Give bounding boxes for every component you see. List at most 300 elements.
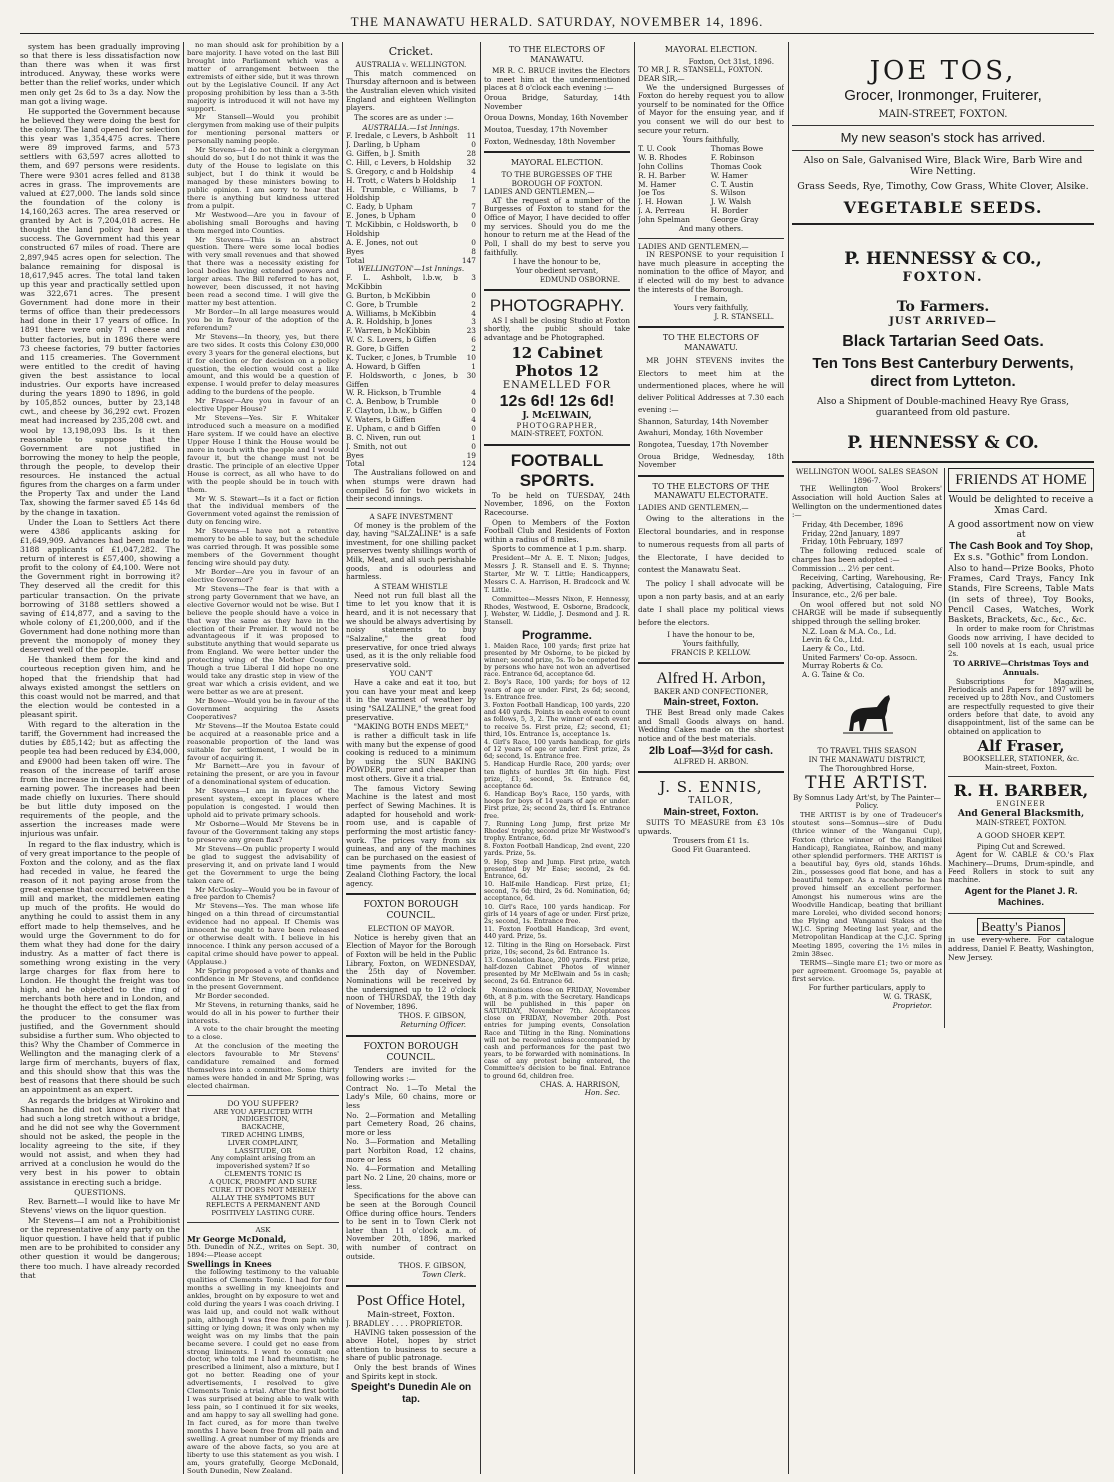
meeting-place: Foxton, Wednesday, 18th November	[484, 136, 616, 146]
column-rule	[183, 42, 184, 1474]
programme-item: 11. Foxton Football Handicap, 3rd event, 440 yard. Prize, 5s.	[484, 925, 630, 941]
divider	[948, 913, 1094, 914]
hotel-body2: Only the best brands of Wines and Spirits kept in stock.	[346, 1363, 476, 1381]
testimonial-name: Mr George McDonald,	[187, 1233, 287, 1244]
sale-date: Friday, 4th December, 1896	[802, 519, 904, 529]
article-paragraph: Mr Fraser—Are you in favour of an elective Upper House?	[187, 397, 339, 414]
runs-value: 0	[471, 406, 476, 416]
runs-value: 6	[471, 335, 476, 345]
steam-whistle-heading: A STEAM WHISTLE	[374, 582, 448, 592]
player-entry: J. Darling, b Upham	[346, 140, 421, 150]
artist-role: Proprietor.	[892, 1000, 932, 1010]
safe-investment-heading: A SAFE INVESTMENT	[369, 511, 453, 521]
newspaper-header: THE MANAWATU HERALD. SATURDAY, NOVEMBER 14, 1896.	[350, 14, 764, 29]
article-paragraph: Mr Stevens—Yes. The man whose life hinged on a thin thread of circumstantial evidence had no appeal. If Chemis was innocent he ought to have been released or otherwise dealt with. I believe in his innocence. I think any person accused of a capital crime should have power to appeal. (Applause.)	[187, 902, 339, 966]
tonic-ad-line: ALLAY THE SYMPTOMS BUT	[211, 1193, 315, 1202]
sale-date: Friday, 10th February, 1897	[802, 537, 904, 547]
barber-shoer: A GOOD SHOER KEPT.	[976, 830, 1066, 840]
hotel-proprietor: J. BRADLEY . . . . PROPRIETOR.	[346, 1318, 463, 1328]
photographer-name: J. McELWAIN,	[522, 410, 592, 421]
barber-address: MAIN-STREET, FOXTON.	[975, 819, 1067, 828]
barber-piping: Piping Cut and Screwed.	[976, 842, 1066, 851]
football-intro: To be held on TUESDAY, 24th November, 1896, on the Foxton Racecourse.	[484, 490, 630, 517]
arbon-address: Main-street, Foxton.	[663, 697, 759, 708]
arbon-signature: ALFRED H. ARBON.	[673, 756, 749, 766]
tonic-ad-line: ARE YOU AFFLICTED WITH	[213, 1107, 313, 1116]
wellington-innings-heading: WELLINGTON'—1st Innings.	[357, 264, 465, 274]
article-paragraph: Mr Barnett—Are you in favour of retaining the present, or are you in favour of a denominational system of education.	[187, 762, 339, 787]
tender-items	[346, 1085, 476, 1192]
programme-item: 13. Consolation Race, 200 yards. First prize, half-dozen Cabinet Photos of winner presented by Mr McElwain and 5s in cash; second, 2s 6d. Entrance 6d.	[484, 955, 630, 986]
arbon-heading: Alfred H. Arbon,	[656, 670, 766, 688]
article-paragraph: Mr Bowe—Would you be in favour of the Government acquiring the Assets Cooperatives?	[187, 696, 339, 721]
fraser-role: BOOKSELLER, STATIONER, &c.	[962, 755, 1080, 764]
article-paragraph: Mr Stevens—This is an abstract question. There were some local bodies with very small revenues and that showed that there was a necessity existing for local bodies having extended powers and larger areas. The Bill referred to has not, however, been discussed, it not having been read a second time. I will give the matter my best attention.	[187, 235, 339, 307]
cabinet-photos: 12 Cabinet Photos 12	[511, 343, 603, 380]
signatory-name: H. Border	[710, 206, 748, 216]
runs-value: 4	[471, 166, 476, 176]
mayoral-body: AT the request of a number of the Burgesses of Foxton to stand for the Office of Mayor, I have decided to offer my services. Should you do me the honour to return me at the Head of the Poll, I shall do my best to serve you faithfully.	[484, 195, 630, 257]
horse-illustration	[837, 683, 897, 743]
programme-item: 4. Girl's Race, 100 yards handicap, for girls of 12 years of age or under. First prize, 2s 6d; second, 1s. Entrance free.	[484, 737, 630, 761]
article-paragraph: Mr W. S. Stewart—Is it a fact or fiction that the individual members of the Government voted against the remission of duty on fencing wire.	[187, 494, 339, 527]
friends-order: In order to make room for Christmas Goods now arriving, I have decided to sell 100 novels at 1s each, usual price 2s.	[948, 625, 1094, 659]
ennis-trousers: Trousers from £1 1s.	[672, 836, 750, 846]
stevens-body: MR JOHN STEVENS invites the Electors to meet him at the undermentioned places, where he will deliver Political Addresses at 7.30 each evening :—	[638, 356, 784, 415]
scorecard-row	[346, 248, 476, 257]
requisition-many: And many others.	[678, 223, 744, 233]
ennis-fit: Good Fit Guaranteed.	[671, 845, 751, 855]
signatory-name: R. H. Barber	[638, 170, 686, 180]
requisition-close: Yours faithfully,	[682, 135, 740, 145]
vegetable-seeds: VEGETABLE SEEDS.	[843, 197, 1043, 217]
player-entry: A. R. Holdship, b Jones	[346, 317, 433, 327]
meeting-place: Shannon, Saturday, 14th November	[638, 416, 769, 426]
artist-apply: For further particulars, apply to	[808, 983, 926, 993]
requisition-body: We the undersigned Burgesses of Foxton do hereby request you to allow yourself to be nominated for the Office of Mayor for the ensuing year, and if you consent we will do our best to secure your return.	[638, 82, 784, 135]
hotel-body: HAVING taken possession of the above Hotel, hopes by strict attention to business to secure a share of public patronage.	[346, 1327, 476, 1363]
article-paragraph: Mr Stevens, in returning thanks, said he would do all in his power to further their interests.	[187, 1000, 339, 1025]
you-cant-heading: YOU CAN'T	[389, 669, 433, 679]
tonic-ad-line: POSITIVELY LASTING CURE.	[211, 1209, 315, 1218]
broker-firm: Laery & Co., Ltd.	[802, 643, 865, 653]
response-body: IN RESPONSE to your requisition I have much pleasure in accepting the nomination to the office of Mayor, and if elected will do my best to advance the interests of the Borough.	[638, 250, 784, 294]
broker-firm: N.Z. Loan & M.A. Co., Ld.	[802, 626, 897, 636]
total-value: 124	[461, 459, 476, 469]
player-entry: C. Eady, b Upham	[346, 202, 413, 212]
cricket-scores-intro: The scores are as under :—	[354, 113, 454, 123]
photography-body: AS I shall be closing Studio at Foxton shortly, the public should take advantage and be Photographed.	[484, 315, 630, 342]
artist-breeding: By Somnus Lady Art'st, by The Painter—Policy.	[793, 792, 941, 811]
football-heading: FOOTBALL SPORTS.	[510, 450, 604, 491]
tos-heading: JOE TOS,	[869, 56, 1017, 86]
friends-shop: The Cash Book and Toy Shop,	[949, 541, 1093, 553]
programme-item: 7. Running Long Jump, first prize Mr Rhodes' trophy, second prize Mr Westwood's trophy. Entrance, 6d.	[484, 819, 630, 843]
programme-item: 6. Handicap Boy's Race, 150 yards, with hoops for boys of 14 years of age or under. First prize, 2s; second 2s, third 1s. Entrance free.	[484, 790, 630, 820]
runs-value: 4	[471, 388, 476, 398]
questions-heading: QUESTIONS.	[74, 1187, 126, 1197]
runs-value: 0	[471, 220, 476, 230]
hennessy-oats: Black Tartarian Seed Oats.	[842, 332, 1044, 350]
barber-and: And General Blacksmith,	[957, 808, 1085, 819]
arbon-role: BAKER AND CONFECTIONER,	[653, 687, 769, 697]
divider	[638, 771, 784, 773]
article-paragraph: Mr Stevens—I am in favour of the present system, except in places where population is congested. I would then uphold aid to private primary schools.	[187, 787, 339, 820]
player-entry: C. A. Benbow, b Trumble	[346, 397, 439, 407]
testimonial-address: 5th. Dunedin of N.Z., writes on Sept. 30, 1894:—Please accept	[187, 1243, 339, 1259]
signatory-name: Joe Tos	[638, 188, 665, 198]
wool-firms	[792, 628, 942, 680]
victory-machine-body: The famous Victory Sewing Machine is the latest and most perfect of Sewing Machines. It is adapted for household and work-room use, and is capable of performing the most artistic fancy-work. The prices vary from six guineas, and any of the machines can be purchased on the easiest of time payments from the New Zealand Clothing Factory, the local agency.	[346, 783, 476, 888]
beatty-heading: Beatty's Pianos	[977, 918, 1064, 936]
wool-nosale: On wool offered but not sold NO CHARGE will be made if subsequently shipped through the selling broker.	[792, 599, 942, 626]
runs-value: 23	[466, 326, 476, 336]
divider	[792, 150, 1094, 151]
runs-value: 0	[471, 290, 476, 300]
stevens-places	[638, 418, 784, 470]
total-label: Total	[346, 255, 365, 265]
tonic-ad-lines	[187, 1109, 339, 1218]
divider	[792, 461, 1094, 463]
kellow-heading: TO THE ELECTORS OF THE MANAWATU ELECTORATE.	[652, 481, 770, 501]
article-paragraph: system has been gradually improving so that there is less dissatisfaction now than there was when it was first introduced. Anyway, these works were better than the relief works, under which men only get 2s 6d to 3s a day. Now the man got a living wage.	[20, 42, 180, 106]
column-cricket	[346, 42, 476, 1474]
column-questions	[187, 42, 339, 1474]
player-entry: C. Gore, b Trumble	[346, 299, 418, 309]
steam-whistle-body: Need not run full blast all the time to let you know that it is heard, and it is not necessary that we should be always advertising by noisy statements to buy "Salzaline," the great food preservative, for once tried always used, as it is the only reliable food preservative sold.	[346, 590, 476, 669]
broker-firm: Murray Roberts & Co.	[802, 661, 884, 671]
tonic-ad-line: A QUICK, PROMPT AND SURE	[208, 1177, 318, 1186]
column-rule	[480, 42, 481, 1474]
player-entry: E. Upham, c and b Giffen	[346, 423, 441, 433]
scorecard-row	[346, 186, 476, 204]
wool-dates	[792, 521, 942, 547]
article-paragraph: As regards the bridges at Wirokino and Shannon he did not know a river that had such a long stretch without a bridge, and he did not see why the Government should not be asked, the people in the locality agreeing to the site, if they would not assist, and when they had arrived at a conclusion he would do the very best in his power to obtain assistance in erecting such a bridge.	[20, 1095, 180, 1187]
tender-signature: THOS. F. GIBSON,	[398, 1261, 466, 1271]
player-entry: B. C. Niven, run out	[346, 432, 421, 442]
column-speech-report	[20, 42, 180, 1474]
meeting-place: Oroua Bridge, Saturday, 14th November	[484, 93, 630, 111]
runs-value: 0	[471, 397, 476, 407]
article-paragraph: no man should ask for prohibition by a bare majority. I have voted on the last Bill brought into Parliament which was a matter of arrangement between the extremists of either side, but it was thrown out by the Legislative Council. If any Act proposing prohibition by less than a 3-5th majority is introduced it will not have my support.	[187, 42, 339, 113]
player-entry: H. Trott, c Waters b Holdship	[346, 175, 457, 185]
football-officials: President—Mr A. E. T. Nixon; Judges, Messrs J. R. Stansell and E. S. Thynne; Starter, Mr W. T. Little; Handicappers, Messrs C. A. Harrison, H. Bradcock and W. T. Little.	[484, 554, 630, 594]
australia-innings-heading: AUSTRALIA.—1st Innings.	[362, 122, 460, 132]
friends-arrive: TO ARRIVE—Christmas Toys and Annuals.	[953, 658, 1089, 677]
tonic-ad-line: TIRED ACHING LIMBS,	[221, 1131, 305, 1139]
enamelled-label: ENAMELLED FOR	[502, 379, 612, 391]
player-entry: S. Gregory, c and b Holdship	[346, 166, 454, 176]
player-entry: J. Smith, not out	[346, 441, 407, 451]
signatory-name: W. B. Rhodes	[638, 152, 687, 162]
friends-gothic: Ex s.s. "Gothic" from London.	[953, 553, 1089, 564]
kellow-yours: Yours faithfully,	[682, 638, 740, 648]
scorecard-row	[346, 452, 476, 461]
friends-subs: Subscriptions for Magazines, Periodicals and Papers for 1897 will be received up to 28th Nov., and Customers are respectfully requested to give their orders before that date, to avoid any disappointment, list of the same can be obtained on application to	[948, 677, 1094, 736]
mayoral-subheading: TO THE BURGESSES OF THE BOROUGH OF FOXTON.	[501, 169, 613, 188]
beatty-body: in use every-where. For catalogue address, Daniel F. Beatty, Washington, New Jersey.	[948, 935, 1094, 963]
artist-horse: The Thoroughbred Horse,	[819, 763, 915, 773]
council-signature: THOS. F. GIBSON,	[398, 1011, 466, 1021]
divider	[484, 444, 630, 446]
divider	[792, 223, 1094, 225]
article-paragraph: Mr Border—Are you in favour of an elective Governor?	[187, 567, 339, 584]
tender-item: No. 3—Formation and Metalling part Norbiton Road, 12 chains, more or less	[346, 1137, 476, 1164]
requisition-signatories	[638, 145, 784, 225]
australia-scorecard	[346, 132, 476, 256]
signatory-name: W. Hamer	[710, 170, 748, 180]
artist-heading: TO TRAVEL THIS SEASON	[817, 746, 917, 756]
player-entry: V. Waters, b Giffen	[346, 415, 416, 425]
cricket-outro: The Australians followed on and when stumps were drawn had compiled 56 for two wickets in their second innings.	[346, 468, 476, 504]
council-subheading: ELECTION OF MAYOR.	[367, 924, 455, 934]
football-role: Hon. Sec.	[584, 1088, 620, 1098]
article-paragraph: Mr Stevens—I have not a retentive memory to be able to say, but the schedule was carried through. It was possible some members of the Government thought fencing wire should pay duty.	[187, 527, 339, 567]
safe-investment-body: Of money is the problem of the day, having "SALZALINE" is a safe investment, for one shilling packet preserves twenty shillings worth of Milk, Meat, and all such perishable goods, and is odourless and harmless.	[346, 520, 476, 582]
player-entry: C. Hill, c Levers, b Holdship	[346, 157, 452, 167]
tonic-ad-line: REFLECTS A PERMANENT AND	[205, 1201, 321, 1210]
tonic-ad-title: DO YOU SUFFER?	[227, 1098, 299, 1108]
article-paragraph: Mr Stansell—Would you prohibit clergymen from making use of their pulpits for mentioning personal matters or personally naming people.	[187, 113, 339, 146]
arbon-body: THE Best Bread only made Cakes and Small Goods always on hand. Wedding Cakes made on the shortest notice and of the best materials.	[638, 708, 784, 743]
making-ends-body: is rather a difficult task in life with many but the expense of good cooking is reduced to a minimum by using the SUN BAKING POWDER, purer and cheaper than most others. Give it a trial.	[346, 730, 476, 784]
scorecard-row	[346, 221, 476, 239]
column-elections	[638, 42, 784, 1474]
signatory-name: John Collins	[638, 161, 684, 171]
photographer-address: MAIN-STREET, FOXTON.	[510, 429, 604, 439]
ennis-heading: J. S. ENNIS,	[659, 778, 763, 797]
masthead	[0, 0, 1114, 38]
runs-value: 30	[466, 370, 476, 380]
friends-body: Would be delighted to receive a Xmas Card.	[948, 495, 1094, 516]
signatory-name: S. Wilson	[710, 188, 746, 198]
programme-item: 12. Tilting in the Ring on Horseback. First prize, 10s; second, 2s 6d. Entrance 1s.	[484, 940, 630, 956]
runs-value: 0	[471, 140, 476, 150]
runs-value: 3	[471, 317, 476, 327]
article-paragraph: A vote to the chair brought the meeting to a close.	[187, 1025, 339, 1042]
divider	[638, 238, 784, 239]
football-start: Sports to commence at 1 p.m. sharp.	[492, 544, 627, 554]
runs-value: 19	[466, 450, 476, 460]
wellington-scorecard	[346, 274, 476, 460]
divider	[346, 893, 476, 895]
wool-commission: Commission ... 2½ per cent.	[792, 564, 895, 574]
runs-value: 1	[471, 432, 476, 442]
programme-item: 3. Foxton Football Handicap, 100 yards, 220 and 440 yards. Points in each event to count as follows, 5, 3, 2. The winner of each event to receive 5s. First prize, £2; second, £1; third, 10s. Entrance 1s, acceptance 1s.	[484, 701, 630, 738]
programme-item: 10. Half-mile Handicap. First prize, £1; second, 7s 6d; third, 2s 6d. Nomination, 6d; acceptance, 6d.	[484, 880, 630, 903]
tos-address: MAIN-STREET, FOXTON.	[878, 109, 1008, 121]
runs-value: 0	[471, 441, 476, 451]
tender-body: Specifications for the above can be seen at the Borough Council Office during office hours. Tenders to be sent in to Town Clerk not later than 11 o'clock a.m. of November 20th, 1896, marked with number of contract on outside.	[346, 1191, 476, 1261]
artist-district: IN THE MANAWATU DISTRICT,	[808, 755, 926, 765]
tos-subheading: Grocer, Ironmonger, Fruiterer,	[844, 87, 1042, 105]
scorecard-row	[346, 443, 476, 452]
total-label: Total	[346, 459, 365, 469]
runs-value: 2	[471, 344, 476, 354]
football-committee: Committee—Messrs Nixon, F. Hennessy, Rhodes, Westwood, E. Osborne, Bradcock, J. Webster, W. Liddle, J. Desmond and J. R. Stansell.	[484, 594, 630, 627]
runs-value: 1	[471, 175, 476, 185]
player-entry: G. Giffen, b J. Smith	[346, 149, 421, 159]
testimonial-body: the following testimony to the valuable qualities of Clements Tonic. I had for four months a swelling in my kneejoints and ankles, brought on by exposure to wet and cold during the years I was coach driving. I was laid up, and could not walk without pain, although I was free from pain while sitting or lying down; it was only when my weight was on my limbs that the pain became severe. I could get no ease from strong liniments. I went to consult one doctor, who told me I had rheumatism; he prescribed a liniment, also a mixture, but I got no better. Reading one of your advertisements, I resolved to give Clements Tonic a trial. After the first bottle I was surprised at being able to walk with less pain, so I continued it for six weeks, and am happy to say all swelling had gone. In fact cured, as for more than twelve months I have been free from all pain and swelling. A great number of my friends are aware of the above facts, so you are at liberty to use this statement as you wish. I am, yours gratefully, George McDonald, South Dunedin, New Zealand.	[187, 1268, 339, 1474]
hennessy-also: Also a Shipment of Double-machined Heavy Rye Grass, guaranteed from old pasture.	[816, 397, 1070, 418]
article-paragraph: Mr McClosky—Would you be in favour of a free pardon to Chemis?	[187, 885, 339, 902]
article-paragraph: Mr Westwood—Are you in favour of abolishing small Boroughs and having them merged into Counties.	[187, 210, 339, 235]
scorecard-row	[346, 274, 476, 292]
tos-stock: My new season's stock has arrived.	[840, 130, 1046, 146]
divider	[638, 475, 784, 477]
response-greeting: LADIES AND GENTLEMEN,—	[638, 241, 749, 251]
tonic-ad-line: LASSITUDE, OR	[234, 1146, 292, 1155]
divider	[638, 326, 784, 328]
article-paragraph: He thanked them for the kind and courteous reception given him, and he hoped that the friendship that had always existed amongst the settlers on this coast would not be marred, and that the election would be contested in a pleasant spirit.	[20, 655, 180, 719]
barber-heading: R. H. BARBER,	[953, 781, 1089, 801]
hotel-ale: Speight's Dunedin Ale on tap.	[350, 1382, 472, 1406]
article-paragraph: Mr Stevens—Yes. Sir F. Whitaker introduced such a measure on a modified Hare system. If we could have an elective Upper House I think the House would be more in touch with the people and I would favour it, but the change must not be drastic. The principle of an elective Upper House is correct, as all who have to do with the people should be in touch with them.	[187, 414, 339, 494]
divider	[346, 508, 476, 509]
runs-value: 0	[471, 237, 476, 247]
bruce-body: MR R. C. BRUCE invites the Electors to meet him at the undermentioned places at 8 o'clock each evening :—	[484, 66, 630, 93]
tonic-ad-line: Any complaint arising from an impoverished system? If so	[210, 1154, 316, 1171]
photo-price: 12s 6d! 12s 6d!	[499, 392, 615, 410]
wool-heading: WELLINGTON WOOL SALES SEASON 1896-7.	[795, 467, 939, 485]
wool-body: THE Wellington Wool Brokers' Association will hold Auction Sales at Wellington on the undermentioned dates :—	[792, 484, 942, 520]
artist-body: THE ARTIST is by one of Tradeucer's stoutest sons—Somnus—sire of Dudu (thrice winner of the Wanganui Cup), Foxton (thrice winner of the Rangitikei Handicap), Rangiatea, Rainbow, and many other splendid performers. THE ARTIST is a beautiful bay, 6yrs old, stands 16hds. 2in., possesses good flat bone, and has a beautiful temper. As a racehorse he has proved himself an excellent performer. Amongst his numerous wins are the Woodville Handicap, beating that brilliant mare Lorelei, who divided second honors; the Flying and Wanganui Stakes at the W.J.C. Spring Meeting last year, and the Metropolitan Handicap at the C.J.C. Spring Meeting 1895, covering the 1½ miles in 2min 38sec.	[792, 811, 942, 958]
barber-agent: Agent for W. CABLE & CO.'s Flax Machinery—Drums, Drum-spindle, and Feed Rollers in stock to suit any machine.	[948, 851, 1094, 885]
tender-role: Town Clerk.	[422, 1270, 466, 1280]
article-paragraph: Mr Stevens—If the Moutoa Estate could be acquired at a reasonable price and a reasonable proportion of the land was suitable for settlement, I would be in favour of acquiring it.	[187, 721, 339, 762]
response-remain: I remain,	[694, 294, 728, 304]
player-entry: F. Holdsworth, c Jones, b Giffen	[346, 370, 458, 389]
hennessy-farmers: To Farmers.	[896, 299, 990, 316]
player-entry: F. Clayton, l.b.w., b Giffen	[346, 406, 443, 416]
runs-value: 2	[471, 299, 476, 309]
article-paragraph: Mr Osborne—Would Mr Stevens be in favour of the Government taking any steps to preserve any green flax?	[187, 820, 339, 844]
ask-label: ASK	[255, 1225, 271, 1234]
mayoral-signature: EDMUND OSBORNE.	[539, 274, 620, 284]
player-entry: A. E. Jones, not out	[346, 237, 418, 247]
player-entry: A. Williams, b McKibbin	[346, 308, 437, 318]
player-entry: F. Warren, b McKibbin	[346, 326, 431, 336]
player-entry: Byes	[346, 246, 364, 256]
divider	[346, 1285, 476, 1287]
friends-assortment: A good assortment now on view at	[948, 519, 1094, 541]
wool-and-artist-column	[792, 468, 942, 1010]
tonic-ad-line: LIVER COMPLAINT,	[227, 1138, 299, 1147]
signatory-name: J. W. Walsh	[710, 197, 752, 207]
meeting-place: Rongotea, Tuesday, 17th November	[638, 439, 769, 449]
stevens-heading: TO THE ELECTORS OF MANAWATU.	[662, 333, 760, 352]
kellow-close: I have the honour to be,	[667, 630, 755, 640]
sale-date: Friday, 22nd January, 1897	[802, 528, 901, 538]
player-entry: W. R. Hickson, b Trumble	[346, 388, 442, 398]
header-rule	[20, 33, 1094, 34]
broker-firm: Levin & Co., Ltd.	[802, 635, 865, 645]
making-ends-heading: "MAKING BOTH ENDS MEET,"	[353, 722, 469, 732]
programme-heading: Programme.	[521, 628, 593, 643]
divider	[346, 1035, 476, 1037]
column-notices	[484, 42, 630, 1474]
column-advertisements	[792, 42, 1094, 1474]
scorecard-row	[346, 239, 476, 248]
meeting-place: Oroua Bridge, Wednesday, 18th November	[638, 451, 784, 470]
player-entry: R. Gore, b Giffen	[346, 344, 409, 354]
mayoral-close: I have the honour to be,	[513, 257, 601, 267]
article-paragraph: Mr Spring proposed a vote of thanks and confidence in Mr Stevens, and confidence in the present Government.	[187, 966, 339, 991]
signatory-name: J. H. Howan	[638, 197, 683, 207]
runs-value: 10	[466, 352, 476, 362]
meeting-place: Awahuri, Monday, 16th November	[638, 428, 763, 438]
tender-intro: Tenders are invited for the following works :—	[346, 1065, 476, 1083]
divider	[948, 776, 1094, 777]
runs-value: 7	[471, 202, 476, 212]
signatory-name: Thomas Cook	[710, 161, 762, 171]
player-entry: Byes	[346, 450, 364, 460]
requisition-to: TO MR J. R. STANSELL, FOXTON.	[638, 65, 763, 75]
response-yours: Yours very faithfully,	[673, 303, 749, 312]
player-entry: T. McKibbin, c Holdsworth, b Holdship	[346, 220, 458, 238]
football-nominations: Nominations close on FRIDAY, November 6th, at 8 p.m. with the Secretary. Handicaps will be published in this paper on SATURDAY, November 7th. Acceptances close on FRIDAY, November 20th. Post entries for jumping events, Consolation Race and Tilting in the Ring. Nominations will not be received unless accompanied by cash and performances for the past two years, to be forwarded with nominations. In case of any protest being entered, the Committee's decision to be final. Entrance to ground 6d, children free.	[484, 985, 630, 1080]
tonic-ad-line: BACKACHE,	[241, 1123, 285, 1132]
friends-and-barber-column	[948, 468, 1094, 962]
wool-receiving: Receiving, Carting, Warehousing, Re-packing, Advertising, Cataloguing, Fire Insurance, etc., 2/6 per bale.	[792, 572, 942, 600]
player-entry: A. Howard, b Giffen	[346, 361, 421, 371]
runs-value: 11	[466, 131, 476, 141]
cricket-heading: Cricket.	[388, 45, 434, 58]
fraser-name: Alf Fraser,	[977, 737, 1065, 756]
kellow-body2: The policy I shall advocate will be upon a non party basis, and at an early date I shall place my political views before the electors.	[638, 579, 784, 628]
friends-also: Also to hand—Prize Books, Photo Frames, Card Trays, Fancy Ink Stands, Fire Screens, Table Mats (in sets of three), Toy Books, Pencil Cases, Watches, Work Baskets, Brackets, &c., &c., &c.	[948, 564, 1094, 626]
runs-value: 8	[471, 246, 476, 256]
article-paragraph: Mr Stevens—In theory, yes, but there are two sides. It costs this Colony £30,000 every 3 years for the general elections, but if for election or for decision on a policy question, the election would cost a like amount, and this would be a question of expense. I would prefer to delay measures adding to the burdens of the people.	[187, 332, 339, 397]
arbon-loaf: 2lb Loaf—3½d for cash.	[648, 744, 774, 757]
player-entry: F. L. Ashbolt, l.b.w, b McKibbin	[346, 273, 458, 291]
signatory-name: T. U. Cook	[638, 144, 676, 153]
programme-item: 5. Handicap Hurdle Race, 200 yards; over ten flights of hurdles 3ft 6in high. First prize, £1; second, 5s. Entrance 6d, acceptance 6d.	[484, 760, 630, 790]
meeting-place: Oroua Downs, Monday, 16th November	[484, 113, 628, 123]
article-paragraph: Mr Stevens—I do not think a clergyman should do so, but I do not think it was the duty of the House to legislate on this subject, but I do think it would be managed by these ministers bowing to public opinion. I am sorry to hear that there is anything but kindness uttered from a pulpit.	[187, 146, 339, 210]
question: Rev. Barnett—I would like to have Mr Stevens' views on the liquor question.	[20, 1196, 180, 1215]
testimonial-swellings: Swellings in Knees	[187, 1258, 272, 1269]
football-signature: CHAS. A. HARRISON,	[539, 1079, 620, 1089]
tender-item: No. 2—Formation and Metalling part Cemetery Road, 26 chains, more or less	[346, 1110, 476, 1137]
barber-planet: Agent for the Planet J. R. Machines.	[964, 885, 1078, 909]
broker-firm: A. G. Taine & Co.	[802, 669, 865, 679]
divider	[187, 1222, 339, 1223]
article-paragraph: At the conclusion of the meeting the electors favourable to Mr Stevens' candidature remained and formed themselves into a committee. Some thirty names were handed in and Mr Spring, was elected chairman.	[187, 1042, 339, 1090]
council-notice: Notice is hereby given that an Election of Mayor for the Borough of Foxton will be held in the Public Library, Foxton, on WEDNESDAY, the 25th day of November. Nominations will be received by the undersigned up to 12 o'clock noon of THURSDAY, the 19th day of November, 1896.	[346, 932, 476, 1011]
tonic-ad-line: INDIGESTION,	[236, 1115, 290, 1124]
runs-value: 28	[466, 149, 476, 159]
hennessy-arrived: JUST ARRIVED—	[889, 315, 997, 327]
kellow-body: Owing to the alterations in the Electoral boundaries, and in response to numerous requests from all parts of the Electorate, I have decided to contest the Manawatu Seat.	[638, 513, 784, 575]
article-paragraph: Mr Stevens—On public property I would be glad to suggest the advisability of preserving it, and on private land I would get the Government to urge the being taken care of.	[187, 844, 339, 885]
programme-item: 8. Foxton Football Handicap, 2nd event, 220 yards. Prize, 5s.	[484, 842, 630, 858]
cricket-subheading: AUSTRALIA v. WELLINGTON.	[355, 60, 467, 70]
player-entry: G. Burton, b McKibbin	[346, 290, 431, 300]
programme-item: 1. Maiden Race, 100 yards; first prize hat presented by Mr Osborne, to be picked by winner; second prize, 5s. To be competed for by persons who have not won an advertised race. Entrance 6d, acceptance 6d.	[484, 641, 630, 679]
bruce-heading: TO THE ELECTORS OF MANAWATU.	[508, 45, 606, 64]
divider	[792, 125, 1094, 126]
runs-value: 4	[471, 415, 476, 425]
programme-items	[484, 643, 630, 986]
signatory-name: M. Hamer	[638, 179, 677, 189]
artist-signature: W. G. TRASK,	[883, 991, 932, 1001]
hennessy-ten-tons: Ten Tons Best Canterbury Derwents, direct from Lytteton.	[812, 355, 1074, 391]
player-entry: F. Iredale, c Levers, b Ashbolt	[346, 131, 458, 141]
runs-value: 3	[471, 273, 476, 283]
response-signature: J. R. STANSELL.	[714, 311, 774, 321]
signatory-name: Thomas Bowe	[710, 144, 764, 153]
